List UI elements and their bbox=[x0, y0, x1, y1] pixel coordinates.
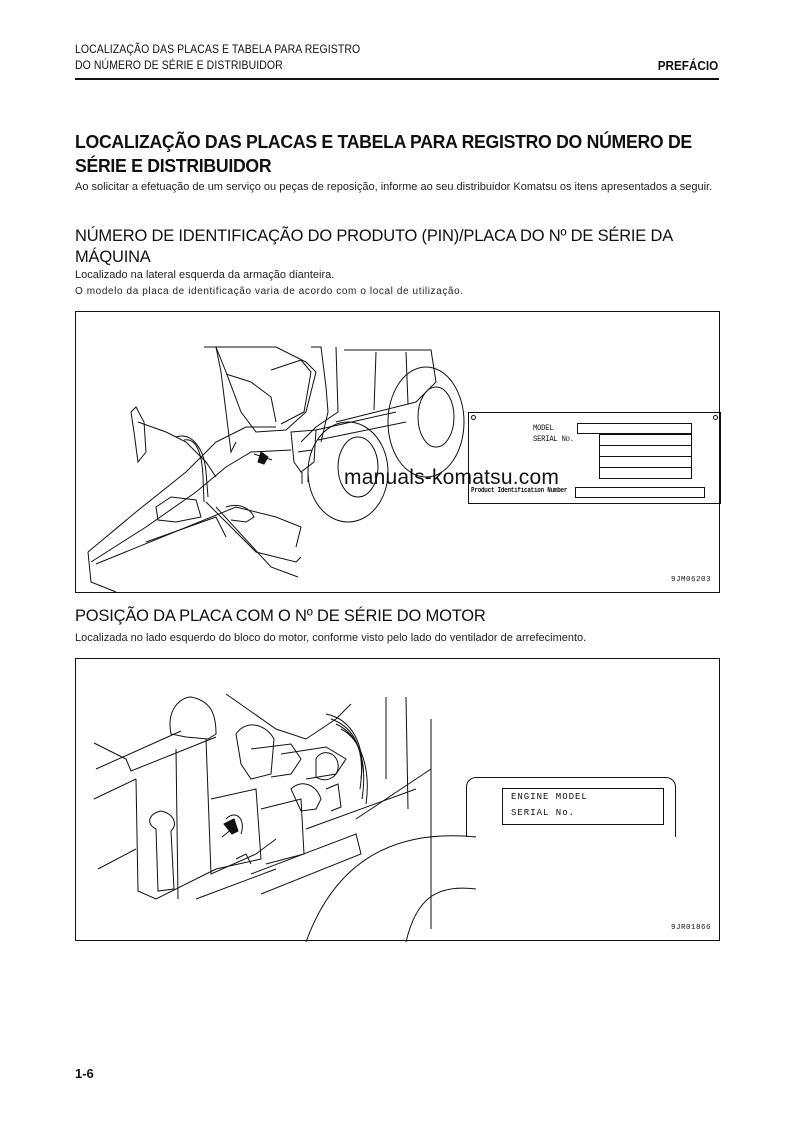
engine-block-illustration bbox=[76, 659, 476, 942]
plate-serial-field-4 bbox=[599, 467, 692, 479]
product-identification-plate bbox=[468, 412, 721, 504]
figure-code: 9JM06203 bbox=[670, 576, 711, 584]
section-pin-line-2: O modelo da placa de identificação varia de acordo com o local de utilização. bbox=[75, 286, 464, 297]
plate-pin-label: Product Identification Number bbox=[471, 487, 568, 495]
engine-serial-label: SERIAL No. bbox=[511, 808, 576, 818]
watermark: manuals-komatsu.com bbox=[344, 466, 560, 489]
section-heading-engine: POSIÇÃO DA PLACA COM O Nº DE SÉRIE DO MOTOR bbox=[75, 606, 486, 625]
running-header-title bbox=[75, 41, 360, 73]
page-title: LOCALIZAÇÃO DAS PLACAS E TABELA PARA REGISTRO DO NÚMERO DE SÉRIE E DISTRIBUIDOR bbox=[75, 131, 692, 176]
page-number: 1-6 bbox=[75, 1066, 94, 1081]
rivet-hole-icon bbox=[713, 415, 718, 420]
engine-plate-label-area bbox=[502, 788, 664, 825]
intro-paragraph: Ao solicitar a efetuação de um serviço ou peças de reposição, informe ao seu distribuidor Komatsu os itens apresentados a seguir. bbox=[75, 181, 713, 193]
figure-engine-serial-plate bbox=[75, 658, 720, 941]
figure-machine-serial-plate bbox=[75, 311, 720, 593]
plate-model-label: MODEL bbox=[533, 423, 554, 433]
plate-serial-label: SERIAL No. bbox=[533, 434, 574, 444]
header-divider bbox=[75, 78, 719, 80]
section-heading-pin: NÚMERO DE IDENTIFICAÇÃO DO PRODUTO (PIN)/PLACA DO Nº DE SÉRIE DA MÁQUINA bbox=[75, 226, 673, 266]
running-header-line-2: DO NÚMERO DE SÉRIE E DISTRIBUIDOR bbox=[75, 58, 283, 72]
machine-frame-illustration bbox=[76, 312, 476, 594]
rivet-hole-icon bbox=[471, 415, 476, 420]
section-pin-line-1: Localizado na lateral esquerda da armação dianteira. bbox=[75, 269, 335, 281]
plate-model-field bbox=[577, 423, 692, 434]
section-engine-line-1: Localizada no lado esquerdo do bloco do motor, conforme visto pelo lado do ventilador de arrefecimento. bbox=[75, 632, 587, 644]
engine-model-label: ENGINE MODEL bbox=[511, 792, 588, 802]
plate-pin-field bbox=[575, 487, 705, 498]
running-header-line-1: LOCALIZAÇÃO DAS PLACAS E TABELA PARA REGISTRO bbox=[75, 42, 361, 56]
figure-code: 9JR01866 bbox=[670, 924, 711, 932]
engine-serial-plate bbox=[466, 777, 676, 837]
running-header-section: PREFÁCIO bbox=[657, 58, 718, 73]
